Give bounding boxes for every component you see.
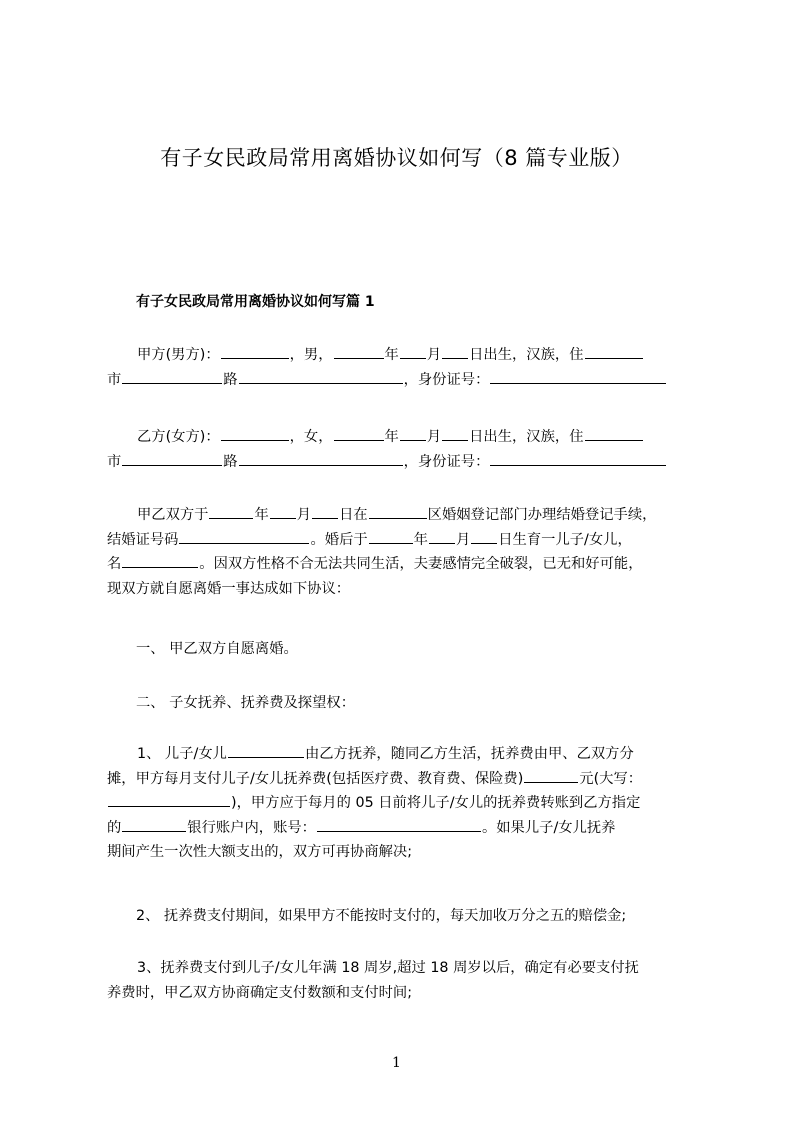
child-custody-name-blank[interactable]: [228, 743, 304, 758]
party-a-month-blank[interactable]: [400, 344, 426, 359]
party-a-road-blank[interactable]: [239, 369, 403, 384]
child-birth-year-blank[interactable]: [369, 529, 413, 544]
party-a-residence-blank[interactable]: [585, 344, 643, 359]
party-a-city-blank[interactable]: [122, 369, 222, 384]
party-b-id-blank[interactable]: [490, 451, 666, 466]
party-b-year-label: 年: [384, 429, 399, 445]
marriage-month-label: 月: [296, 507, 312, 523]
party-a-year-label: 年: [384, 347, 399, 363]
clause-2: 2、 抚养费支付期间，如果甲方不能按时支付的，每天加收万分之五的赔偿金;: [136, 908, 627, 924]
party-a-name-blank[interactable]: [221, 344, 289, 359]
clause-3-text-2: 养费时，甲乙双方协商确定支付数额和支付时间;: [107, 984, 413, 1001]
party-b-month-blank[interactable]: [400, 426, 426, 441]
party-a-gender: ，男，: [289, 347, 333, 363]
party-a-paragraph: [107, 343, 703, 392]
party-b-id-label: ，身份证号：: [403, 453, 490, 470]
section-heading: 有子女民政局常用离婚协议如何写篇 1: [136, 294, 375, 310]
child-name-blank[interactable]: [122, 553, 198, 568]
marriage-year-blank[interactable]: [209, 504, 253, 519]
party-b-road-blank[interactable]: [239, 451, 403, 466]
clause-1-text-4: 元(大写：: [579, 770, 643, 787]
marriage-cert-blank[interactable]: [179, 529, 309, 544]
marriage-text-1: 甲乙双方于: [137, 507, 209, 523]
clause-1-text-9: 期间产生一次性大额支出的，双方可再协商解决;: [107, 844, 413, 860]
account-number-blank[interactable]: [317, 817, 481, 832]
clause-1-text-5: )，甲方应于每月的 05 日前将儿子/女儿的抚养费转账到乙方指定: [231, 795, 641, 811]
party-b-day-blank[interactable]: [442, 426, 468, 441]
party-a-month-label: 月: [426, 347, 442, 363]
marriage-text-6: 日生育一儿子/女儿，: [498, 531, 632, 548]
party-b-city-blank[interactable]: [122, 451, 222, 466]
marriage-text-5: 。婚后于: [310, 531, 368, 548]
clause-1-paragraph: [107, 742, 703, 865]
child-birth-month-blank[interactable]: [429, 529, 455, 544]
party-b-road-label: 路: [223, 453, 238, 470]
clause-3-paragraph: [107, 956, 703, 1005]
party-b-birth-text: 日出生，汉族，住: [469, 429, 584, 445]
party-a-year-blank[interactable]: [334, 344, 384, 359]
party-a-birth-text: 日出生，汉族，住: [469, 347, 584, 363]
party-a-id-blank[interactable]: [490, 369, 666, 384]
clause-1-text-8: 。如果儿子/女儿抚养: [481, 819, 616, 836]
marriage-district-blank[interactable]: [369, 504, 427, 519]
clause-1-text-7: 银行账户内，账号：: [187, 819, 316, 836]
marriage-text-2: 日在: [339, 507, 368, 523]
bank-name-blank[interactable]: [122, 817, 186, 832]
party-b-gender: ，女，: [289, 429, 333, 445]
party-a-road-label: 路: [223, 371, 238, 388]
marriage-text-3: 区婚姻登记部门办理结婚登记手续，: [427, 507, 657, 523]
child-birth-day-blank[interactable]: [471, 529, 497, 544]
child-month-label: 月: [455, 531, 471, 548]
support-amount-blank[interactable]: [524, 768, 578, 783]
party-b-year-blank[interactable]: [334, 426, 384, 441]
child-name-label: 名: [107, 556, 122, 572]
party-a-id-label: ，身份证号：: [403, 371, 490, 388]
marriage-text-9: 现双方就自愿离婚一事达成如下协议：: [107, 580, 351, 597]
child-year-label: 年: [413, 531, 428, 548]
party-a-city-label: 市: [107, 371, 122, 388]
party-b-name-blank[interactable]: [221, 426, 289, 441]
marriage-month-blank[interactable]: [270, 504, 296, 519]
support-amount-words-blank[interactable]: [108, 792, 230, 807]
party-b-city-label: 市: [107, 453, 122, 470]
party-a-day-blank[interactable]: [442, 344, 468, 359]
clause-1-text-2: 由乙方抚养，随同乙方生活，抚养费由甲、乙双方分: [304, 746, 634, 762]
article-2: 二、 子女抚养、抚养费及探望权：: [136, 695, 355, 711]
marriage-paragraph: [107, 503, 703, 601]
marriage-year-label: 年: [254, 507, 269, 523]
party-a-label: 甲方(男方)：: [137, 347, 220, 363]
party-b-month-label: 月: [426, 429, 442, 445]
article-1: 一、 甲乙双方自愿离婚。: [136, 641, 298, 657]
clause-1-text-6: 的: [107, 819, 122, 836]
marriage-day-blank[interactable]: [312, 504, 338, 519]
marriage-text-8: 。因双方性格不合无法共同生活，夫妻感情完全破裂，已无和好可能，: [199, 556, 643, 572]
clause-3-text-1: 3、抚养费支付到儿子/女儿年满 18 周岁,超过 18 周岁以后，确定有必要支付抚: [137, 960, 639, 976]
clause-1-text-3: 摊，甲方每月支付儿子/女儿抚养费(包括医疗费、教育费、保险费): [107, 770, 524, 787]
page-number: 1: [392, 1055, 401, 1071]
document-title: 有子女民政局常用离婚协议如何写（8 篇专业版）: [160, 146, 633, 170]
party-b-label: 乙方(女方)：: [137, 429, 220, 445]
party-b-residence-blank[interactable]: [585, 426, 643, 441]
party-b-paragraph: [107, 425, 703, 474]
marriage-cert-label: 结婚证号码: [107, 531, 179, 548]
clause-1-text-1: 1、 儿子/女儿: [137, 746, 227, 762]
